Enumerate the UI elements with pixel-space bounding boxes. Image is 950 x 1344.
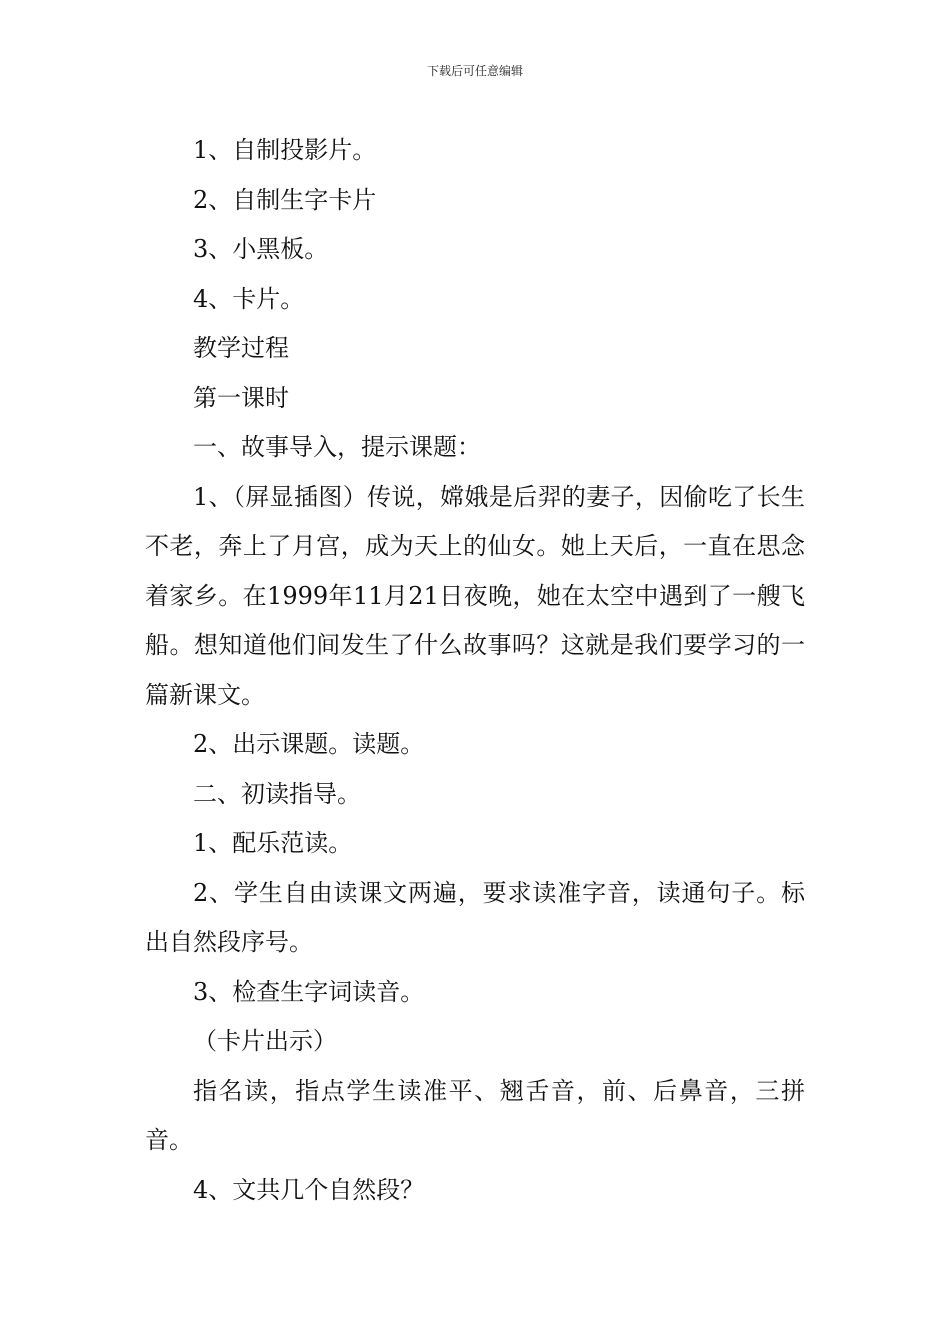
paragraph-model-reading: 1、配乐范读。 (193, 829, 353, 857)
paragraph-materials-4: 4、卡片。 (193, 284, 305, 313)
document-body (145, 126, 805, 1215)
section-heading-process: 教学过程 (193, 334, 289, 362)
paragraph-show-title: 2、出示课题。读题。 (193, 730, 425, 758)
step-heading-reading-guide: 二、初读指导。 (193, 779, 361, 808)
paragraph-materials-1: 1、自制投影片。 (193, 136, 377, 164)
paragraph-materials-2: 2、自制生字卡片 (193, 185, 377, 214)
paragraph-free-reading: 2、学生自由读课文两遍，要求读准字音，读通句子。标出自然段序号。 (145, 878, 805, 956)
paragraph-story: 1、（屏显插图）传说，嫦娥是后羿的妻子，因偷吃了长生不老，奔上了月宫，成为天上的仙女。她上天后，一直在思念着家乡。在1999年11月21日夜晚，她在太空中遇到了一艘飞船。想知道他们间发生了什么故事吗？这就是我们要学习的一篇新课文。 (145, 482, 805, 709)
paragraph-check-pronunciation: 3、检查生字词读音。 (193, 977, 425, 1006)
step-heading-story-intro: 一、故事导入，提示课题： (193, 433, 481, 461)
paragraph-count-sections: 4、文共几个自然段？ (193, 1175, 425, 1204)
section-heading-lesson-one: 第一课时 (193, 383, 289, 412)
paragraph-named-reading: 指名读，指点学生读准平、翘舌音，前、后鼻音，三拼音。 (145, 1076, 805, 1154)
page-header-note: 下载后可任意编辑 (426, 64, 523, 78)
paragraph-materials-3: 3、小黑板。 (193, 235, 329, 263)
paragraph-card-display: （卡片出示） (193, 1027, 337, 1055)
